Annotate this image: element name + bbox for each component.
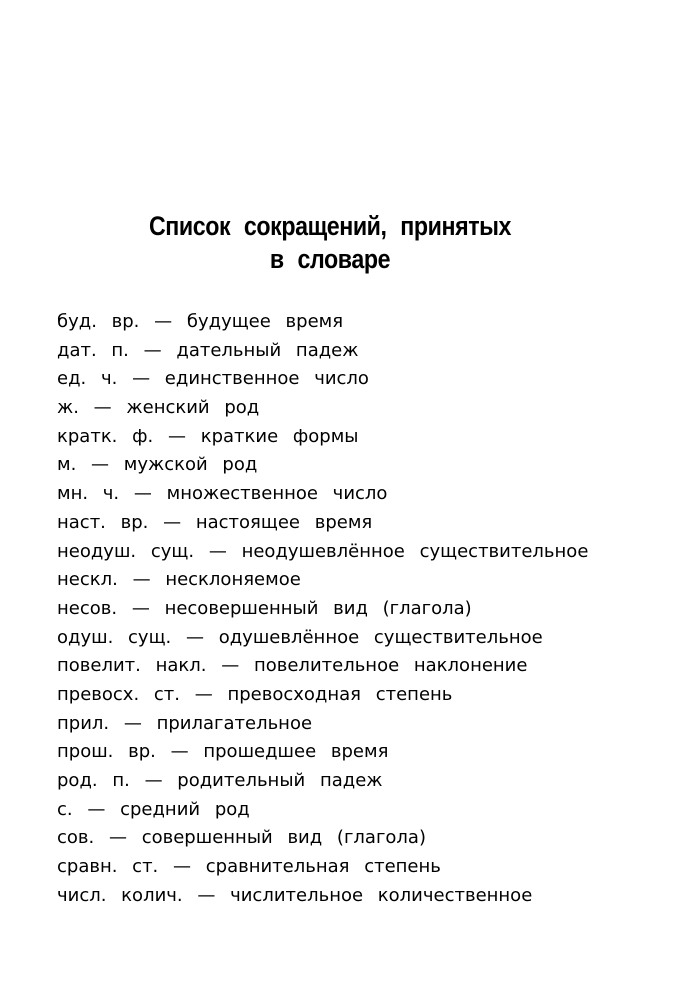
abbreviation-meaning: числительное количественное xyxy=(230,884,533,906)
abbreviation-meaning: мужской род xyxy=(123,454,258,476)
dash-separator: — xyxy=(173,856,192,878)
dash-separator: — xyxy=(167,425,186,447)
dash-separator: — xyxy=(132,368,151,390)
list-item xyxy=(57,853,667,882)
abbreviation: сов. xyxy=(57,827,95,849)
abbreviation: повелит. накл. xyxy=(57,655,207,677)
abbreviation: с. xyxy=(57,798,73,820)
dash-separator: — xyxy=(170,741,189,763)
dash-separator: — xyxy=(132,569,151,591)
abbreviation-meaning: неодушевлённое существительное xyxy=(241,540,589,562)
abbreviation: неодуш. сущ. xyxy=(57,540,195,562)
dash-separator: — xyxy=(221,655,240,677)
abbreviation-meaning: превосходная степень xyxy=(227,683,453,705)
abbreviation-meaning: несовершенный вид (глагола) xyxy=(164,597,472,619)
list-item xyxy=(57,423,667,452)
abbreviation: превосх. ст. xyxy=(57,683,180,705)
abbreviation: наст. вр. xyxy=(57,511,149,533)
dash-separator: — xyxy=(197,884,216,906)
abbreviation-meaning: средний род xyxy=(120,798,250,820)
dash-separator: — xyxy=(93,397,112,419)
abbreviation: прош. вр. xyxy=(57,741,156,763)
dash-separator: — xyxy=(87,798,106,820)
abbreviation: несов. xyxy=(57,597,118,619)
abbreviation-list xyxy=(57,308,667,910)
dash-separator: — xyxy=(163,511,182,533)
list-item xyxy=(57,451,667,480)
list-item xyxy=(57,882,667,911)
abbreviation: нескл. xyxy=(57,569,118,591)
list-item xyxy=(57,652,667,681)
abbreviation: кратк. ф. xyxy=(57,425,154,447)
dash-separator: — xyxy=(185,626,204,648)
abbreviation-meaning: женский род xyxy=(126,397,260,419)
abbreviation-meaning: родительный падеж xyxy=(177,770,383,791)
abbreviation: буд. вр. xyxy=(57,311,140,332)
abbreviation: дат. п. xyxy=(57,339,129,361)
list-item xyxy=(57,738,667,767)
list-item xyxy=(57,308,667,337)
abbreviation-meaning: будущее время xyxy=(186,311,344,332)
dash-separator: — xyxy=(133,483,152,505)
title-line-1: Список сокращений, принятых xyxy=(148,211,512,242)
list-item xyxy=(57,681,667,710)
list-item xyxy=(57,538,667,567)
dash-separator: — xyxy=(208,540,227,562)
list-item xyxy=(57,796,667,825)
abbreviation: сравн. ст. xyxy=(57,856,159,878)
list-item xyxy=(57,394,667,423)
list-item xyxy=(57,824,667,853)
list-item xyxy=(57,365,667,394)
dash-separator: — xyxy=(154,311,173,332)
abbreviation-meaning: повелительное наклонение xyxy=(253,655,528,677)
dash-separator: — xyxy=(143,339,162,361)
dash-separator: — xyxy=(194,683,213,705)
dash-separator: — xyxy=(108,827,127,849)
dash-separator: — xyxy=(123,712,142,734)
abbreviation: род. п. xyxy=(57,770,130,791)
abbreviation: числ. колич. xyxy=(57,884,183,906)
abbreviation-meaning: единственное число xyxy=(164,368,369,390)
abbreviation: прил. xyxy=(57,712,110,734)
abbreviation: ж. xyxy=(57,397,79,419)
abbreviation-meaning: одушевлённое существительное xyxy=(218,626,543,648)
list-item xyxy=(57,710,667,739)
abbreviation: ед. ч. xyxy=(57,368,118,390)
abbreviation-meaning: дательный падеж xyxy=(176,339,359,361)
abbreviation-meaning: настоящее время xyxy=(195,511,373,533)
abbreviation: м. xyxy=(57,454,77,476)
abbreviation-meaning: несклоняемое xyxy=(165,569,301,591)
dash-separator: — xyxy=(131,597,150,619)
abbreviation-meaning: прошедшее время xyxy=(203,741,389,763)
list-item xyxy=(57,624,667,653)
page-title xyxy=(46,210,614,276)
title-line-2: в словаре xyxy=(269,244,391,275)
abbreviation-meaning: краткие формы xyxy=(200,425,359,447)
abbreviation-meaning: совершенный вид (глагола) xyxy=(141,827,426,849)
abbreviation: одуш. сущ. xyxy=(57,626,172,648)
list-item xyxy=(57,767,667,796)
abbreviation-meaning: сравнительная степень xyxy=(205,856,441,878)
list-item xyxy=(57,566,667,595)
list-item xyxy=(57,480,667,509)
abbreviation: мн. ч. xyxy=(57,483,120,505)
dash-separator: — xyxy=(144,770,163,791)
list-item xyxy=(57,595,667,624)
dash-separator: — xyxy=(91,454,110,476)
abbreviation-meaning: множественное число xyxy=(166,483,388,505)
list-item xyxy=(57,509,667,538)
abbreviation-meaning: прилагательное xyxy=(156,712,313,734)
list-item xyxy=(57,337,667,366)
